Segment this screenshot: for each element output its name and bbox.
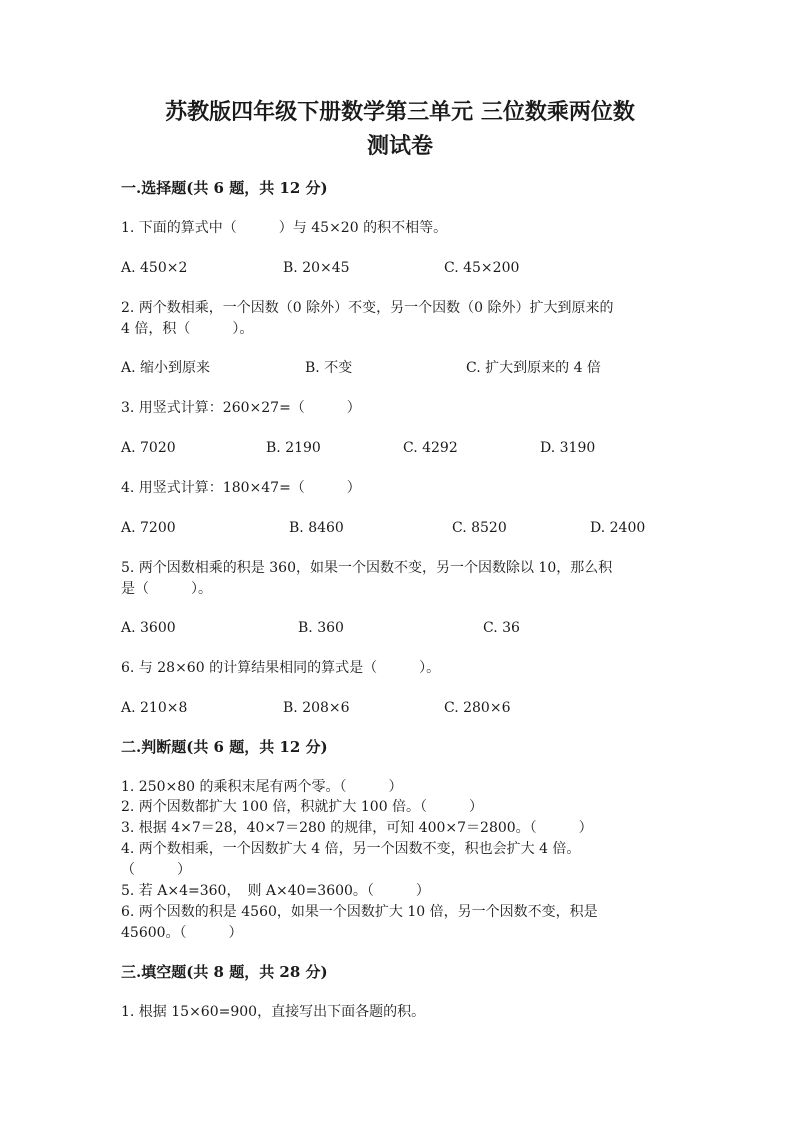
question-1-text: 1. 下面的算式中（ ）与 45×20 的积不相等。	[121, 220, 448, 236]
judgement-line-6-continued: 45600。（ ）	[121, 925, 243, 941]
question-2-text-line-1: 2. 两个数相乘，一个因数（0 除外）不变，另一个因数（0 除外）扩大到原来的	[121, 300, 614, 316]
judgement-line-4: 4. 两个数相乘，一个因数扩大 4 倍，另一个因数不变，积也会扩大 4 倍。	[121, 841, 581, 857]
question-6-option-c: C. 280×6	[444, 700, 511, 716]
question-3-option-b: B. 2190	[266, 440, 321, 456]
question-3-option-a: A. 7020	[121, 440, 176, 456]
question-6-option-b: B. 208×6	[283, 700, 350, 716]
section-heading-true-false: 二.判断题(共 6 题，共 12 分)	[121, 738, 328, 756]
section-heading-fill-in: 三.填空题(共 8 题，共 28 分)	[121, 963, 328, 981]
document-title-line-1: 苏教版四年级下册数学第三单元 三位数乘两位数	[165, 99, 635, 125]
question-1-option-a: A. 450×2	[121, 260, 188, 276]
judgement-line-6: 6. 两个因数的积是 4560，如果一个因数扩大 10 倍，另一个因数不变，积是	[121, 904, 598, 920]
section-heading-multiple-choice: 一.选择题(共 6 题，共 12 分)	[121, 179, 328, 197]
question-5-text-line-1: 5. 两个因数相乘的积是 360，如果一个因数不变，另一个因数除以 10，那么积	[121, 560, 613, 576]
judgement-line-4-answer: （ ）	[121, 862, 191, 878]
question-2-text-line-2: 4 倍，积（ ）。	[121, 321, 254, 337]
question-6-text: 6. 与 28×60 的计算结果相同的算式是（ ）。	[121, 660, 441, 676]
question-1-option-c: C. 45×200	[444, 260, 520, 276]
judgement-line-3: 3. 根据 4×7＝28，40×7＝280 的规律，可知 400×7＝2800。（ ）	[121, 820, 593, 836]
question-2-option-b: B. 不变	[305, 360, 353, 376]
question-4-option-d: D. 2400	[590, 520, 646, 536]
question-5-option-b: B. 360	[298, 620, 344, 636]
question-5-text-line-2: 是（ ）。	[121, 581, 212, 597]
judgement-line-2: 2. 两个因数都扩大 100 倍，积就扩大 100 倍。（ ）	[121, 799, 484, 815]
fill-in-question-1: 1. 根据 15×60=900，直接写出下面各题的积。	[121, 1004, 426, 1020]
question-4-option-c: C. 8520	[452, 520, 507, 536]
question-2-option-c: C. 扩大到原来的 4 倍	[466, 360, 601, 376]
document-title-line-2: 测试卷	[366, 133, 433, 159]
question-5-option-a: A. 3600	[121, 620, 176, 636]
question-3-option-d: D. 3190	[540, 440, 596, 456]
question-5-option-c: C. 36	[483, 620, 520, 636]
question-4-option-b: B. 8460	[289, 520, 344, 536]
question-4-option-a: A. 7200	[121, 520, 176, 536]
question-4-text: 4. 用竖式计算：180×47=（ ）	[121, 480, 361, 496]
question-3-text: 3. 用竖式计算：260×27=（ ）	[121, 400, 361, 416]
question-6-option-a: A. 210×8	[121, 700, 188, 716]
question-3-option-c: C. 4292	[403, 440, 458, 456]
judgement-line-5: 5. 若 A×4=360， 则 A×40=3600。（ ）	[121, 883, 430, 899]
question-1-option-b: B. 20×45	[283, 260, 350, 276]
judgement-line-1: 1. 250×80 的乘积末尾有两个零。（ ）	[121, 779, 403, 795]
question-2-option-a: A. 缩小到原来	[121, 360, 211, 376]
